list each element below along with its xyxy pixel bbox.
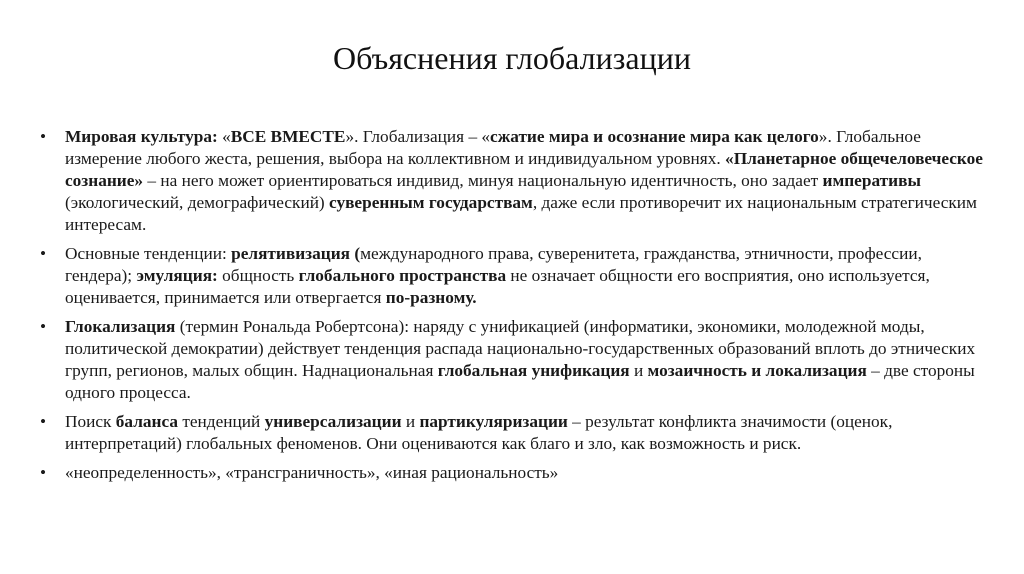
bullet-item [40,411,990,455]
text-run: ». Глобальное измерение любого жеста, решения, выбора на коллективном и индивидуальном уровнях. [65,127,921,168]
text-run: тенденций [178,412,265,431]
bullet-text [65,412,892,453]
text-run: ». Глобализация – « [345,127,491,146]
text-run: « [222,127,231,146]
bold-text-run: суверенным государствам [329,193,533,212]
text-run: не означает общности его восприятия, оно используется, оценивается, принимается или отвергается [65,266,930,307]
bold-text-run: императивы [822,171,921,190]
text-run: международного права, суверенитета, гражданства, этничности, профессии, гендера); [65,244,922,285]
bold-text-run: Мировая культура: [65,127,223,146]
bullet-text [65,127,983,234]
bold-text-run: релятивизация ( [231,244,361,263]
text-run: (экологический, демографический) [65,193,330,212]
bullet-dot-icon: • [40,127,47,146]
bold-text-run: баланса [115,412,179,431]
text-run: Основные тенденции: [65,244,232,263]
text-run: Поиск [65,412,116,431]
bullet-text [65,463,558,482]
text-run: , даже если противоречит их национальным стратегическим интересам. [65,193,977,234]
text-run: и [629,361,648,380]
bullet-item [40,462,990,484]
bullet-dot-icon: • [40,463,47,482]
bullet-item [40,126,990,236]
slide-title: Объяснения глобализации [333,40,691,76]
bold-text-run: глобальная унификация [437,361,630,380]
text-run: общность [217,266,299,285]
text-run: – результат конфликта значимости (оценок, интерпретаций) глобальных феноменов. Они оцениваются как благо и зло, как возможность и риск. [65,412,893,453]
bold-text-run: универсализации [264,412,402,431]
bullet-text [65,317,975,402]
bold-text-run: ВСЕ ВМЕСТЕ [230,127,346,146]
bold-text-run: сжатие мира и осознание мира как целого [490,127,819,146]
text-run: и [401,412,420,431]
text-run: (термин Рональда Робертсона): наряду с унификацией (информатики, экономики, молодежной моды, политической демократии) действует тенденция распада национально-государственных образований вплоть до этнических групп, регионов, малых общин. Наднациональная [65,317,976,380]
text-run: «неопределенность», «трансграничность», «иная рациональность» [65,463,559,482]
bold-text-run: мозаичность и локализация [647,361,867,380]
bold-text-run: партикуляризации [419,412,568,431]
bold-text-run: глобального пространства [298,266,507,285]
bold-text-run: по-разному. [385,288,477,307]
bullet-item [40,316,990,404]
bullet-dot-icon: • [40,412,47,431]
bold-text-run: Глокализация [65,317,176,336]
bullet-text [65,244,930,307]
bullet-dot-icon: • [40,244,47,263]
bullet-dot-icon: • [40,317,47,336]
bold-text-run: эмуляция: [136,266,218,285]
bullet-item [40,243,990,309]
bold-text-run: «Планетарное общечеловеческое сознание» [65,149,983,190]
text-run: – две стороны одного процесса. [65,361,975,402]
text-run: – на него может ориентироваться индивид, минуя национальную идентичность, оно задает [143,171,823,190]
bullet-list [40,126,990,491]
